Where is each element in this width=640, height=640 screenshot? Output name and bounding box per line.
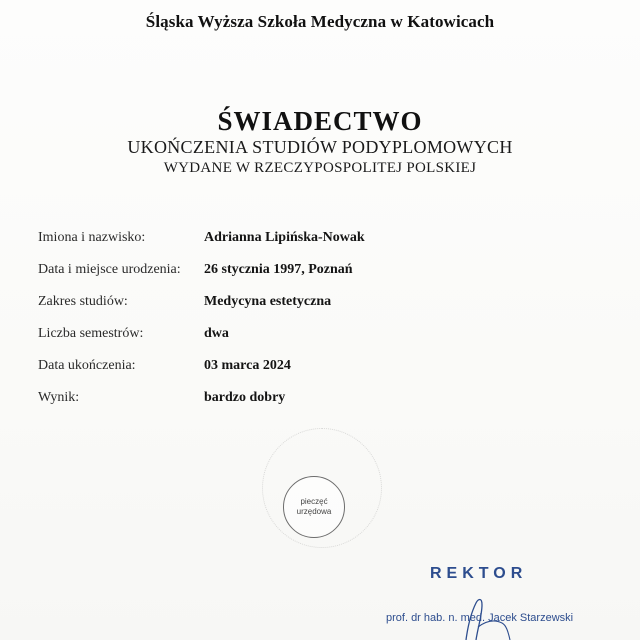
field-label-scope: Zakres studiów: <box>38 294 128 309</box>
field-value-semesters: dwa <box>204 326 229 341</box>
field-label-birth: Data i miejsce urodzenia: <box>38 262 181 277</box>
seal-text-line2: urzędowa <box>296 507 332 516</box>
official-seal <box>283 476 345 538</box>
rector-name: prof. dr hab. n. med. Jacek Starzewski <box>386 612 574 624</box>
document-subtitle-secondary: WYDANE W RZECZYPOSPOLITEJ POLSKIEJ <box>163 160 477 176</box>
field-label-name: Imiona i nazwisko: <box>38 230 146 245</box>
document-title: ŚWIADECTWO <box>217 106 423 136</box>
field-value-completion-date: 03 marca 2024 <box>204 358 291 373</box>
field-value-scope: Medycyna estetyczna <box>204 294 332 309</box>
field-value-birth: 26 stycznia 1997, Poznań <box>204 262 353 277</box>
university-name: Śląska Wyższa Szkoła Medyczna w Katowicach <box>145 12 495 31</box>
seal-text-line1: pieczęć <box>300 497 328 506</box>
field-value-name: Adrianna Lipińska-Nowak <box>204 230 365 245</box>
field-label-result: Wynik: <box>38 390 80 405</box>
rector-title: REKTOR <box>430 565 528 582</box>
field-value-result: bardzo dobry <box>204 390 286 405</box>
field-label-semesters: Liczba semestrów: <box>38 326 144 341</box>
document-subtitle: UKOŃCZENIA STUDIÓW PODYPLOMOWYCH <box>127 137 513 157</box>
field-label-completion-date: Data ukończenia: <box>38 358 136 373</box>
